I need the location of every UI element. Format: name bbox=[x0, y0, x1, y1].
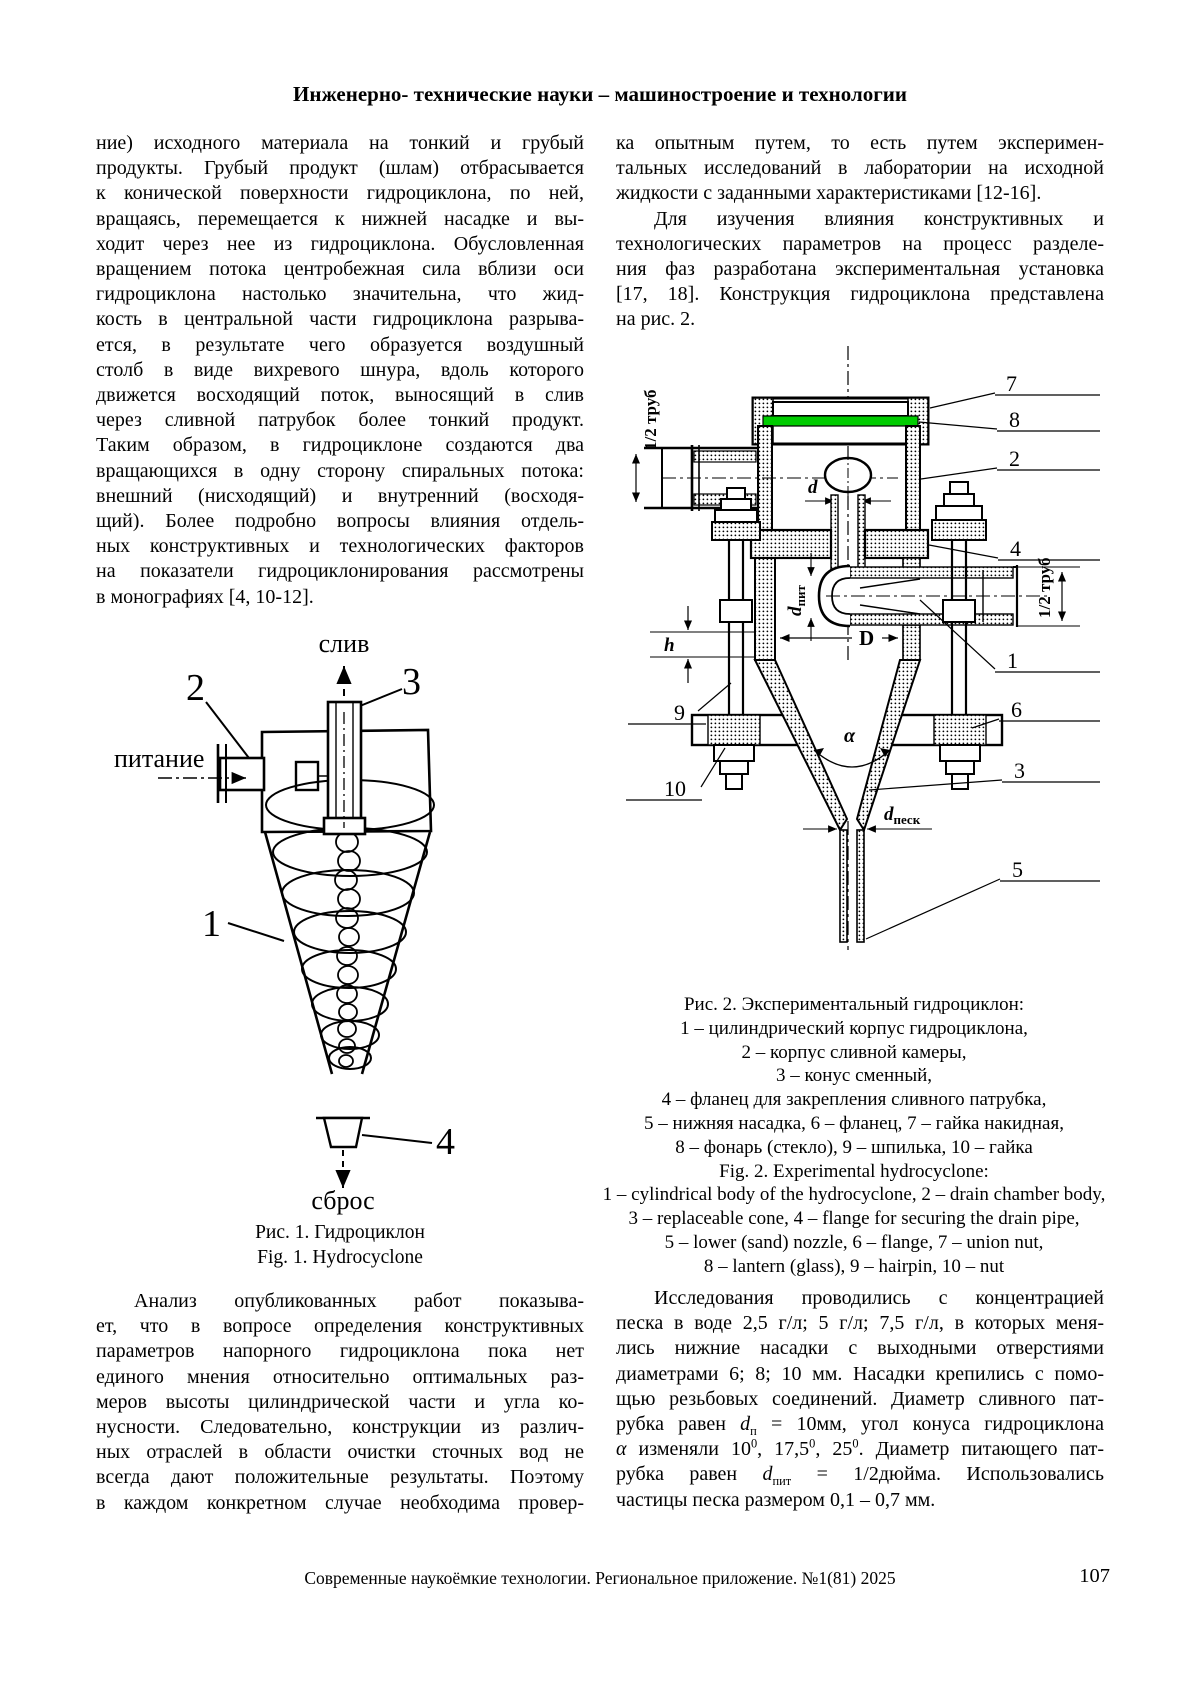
svg-text:6: 6 bbox=[1011, 697, 1022, 722]
fig2-dim-half-pipe-left: 1/2 труб bbox=[641, 389, 660, 450]
svg-text:5: 5 bbox=[1012, 857, 1023, 882]
fig1-label-pitanie: питание bbox=[114, 744, 205, 773]
fig2-dim-h: h bbox=[664, 635, 675, 656]
fig2-outlet-hatch-t bbox=[694, 451, 756, 462]
fig1-label-sliv: слив bbox=[318, 629, 370, 658]
fig2-leader-9 bbox=[698, 683, 731, 711]
fig2-callout-3 bbox=[869, 758, 1100, 790]
svg-text:8: 8 bbox=[1009, 407, 1020, 432]
fig1-leader-4 bbox=[362, 1135, 432, 1143]
fig2-flange6-pad-r bbox=[934, 715, 986, 745]
fig2-dim-half-pipe-right: 1/2 труб bbox=[1035, 557, 1054, 618]
fig2-leader-7 bbox=[930, 393, 995, 408]
svg-text:1: 1 bbox=[1007, 648, 1018, 673]
right-paragraph-2: Для изучения влияния конструктивных и технологических параметров на процесс разделе- ния фаз разработана экспериментальная установка [17, 18]. Конструкция гидроциклона представлена на рис. 2. bbox=[616, 207, 1104, 331]
svg-text:7: 7 bbox=[1006, 371, 1017, 396]
svg-text:4: 4 bbox=[1010, 536, 1021, 561]
right-paragraph-1: ка опытным путем, то есть путем эксперимен- тальных исследований в лаборатории на исходной жидкости с заданными характеристиками [12-16]. bbox=[616, 132, 1104, 205]
page-header: Инженерно- технические науки – машиностроение и технологии bbox=[293, 82, 907, 106]
fig1-nozzle bbox=[324, 1118, 362, 1147]
fig2-chamber-wall-r bbox=[906, 426, 920, 533]
fig2-leader-8 bbox=[919, 422, 997, 429]
figure-2-experimental-hydrocyclone bbox=[598, 338, 1110, 958]
fig1-callout-4: 4 bbox=[436, 1121, 455, 1163]
fig2-callout-7 bbox=[930, 371, 1100, 408]
left-paragraph-1: ние) исходного материала на тонкий и грубый продукты. Грубый продукт (шлам) отбрасывается к конической поверхности гидроциклона, по ней, вращаясь, перемещается к нижней насадке и вы- ходит через нее из гидроциклона. Обусловленная вращением потока центробежная сила вблизи оси гидроциклона настолько значительна, что жид- кость в центральной части гидроциклона разрыва- ется, в результате чего образуется воздушный столб в виде вихревого шнура, вдоль которого движется восходящий поток, выносящий в слив через сливной патрубок более тонкий продукт. Таким образом, в гидроциклоне создаются два вращающихся в одну сторону спиральных потока: внешний (нисходящий) и внутренний (восходя- щий). Более подробно вопросы влияния отдель- ных конструктивных и технологических факторов на показатели гидроциклонирования рассмотрены в монографиях [4, 10-12]. bbox=[96, 132, 584, 608]
fig2-chamber-wall-l bbox=[758, 426, 772, 533]
fig2-callout-5 bbox=[866, 857, 1100, 939]
fig2-callout-8 bbox=[919, 407, 1100, 432]
fig2-dim-d-feed: $d_{пит}$ bbox=[785, 585, 808, 616]
fig1-callout-2: 2 bbox=[186, 667, 205, 709]
fig2-leader-2 bbox=[921, 468, 997, 479]
left-paragraph-2: Анализ опубликованных работ показыва- ет, что в вопросе определения конструктивных параметров напорного гидроциклона пока нет единого мнения относительно оптимальных раз- меров высоты цилиндрической части и угла ко- нусности. Следовательно, конструкции из различ- ных отраслей в области очистки сточных вод не всегда дают положительные результаты. Поэтому в каждом конкретном случае необходима провер- bbox=[96, 1290, 584, 1514]
fig2-dim-D: D bbox=[859, 626, 875, 650]
fig1-leader-1 bbox=[228, 923, 284, 941]
fig1-caption-ru: Рис. 1. Гидроциклон bbox=[255, 1222, 425, 1243]
fig2-leader-3 bbox=[869, 780, 1002, 790]
fig1-caption bbox=[96, 1221, 584, 1270]
fig1-label-sbros: сброс bbox=[311, 1186, 375, 1215]
svg-text:3: 3 bbox=[1014, 758, 1025, 783]
svg-text:10: 10 bbox=[664, 776, 686, 801]
svg-text:2: 2 bbox=[1009, 446, 1020, 471]
fig2-callout-10 bbox=[626, 748, 725, 801]
figure-1-hydrocyclone bbox=[110, 590, 540, 1215]
page-number: 107 bbox=[1079, 1565, 1110, 1587]
fig2-dim-alpha: α bbox=[844, 725, 856, 747]
fig2-feed-hatch-b bbox=[850, 614, 1013, 625]
fig2-glass-lantern bbox=[763, 416, 918, 426]
fig2-top-plate bbox=[773, 402, 908, 416]
fig2-caption: Рис. 2. Экспериментальный гидроциклон: 1 – цилиндрический корпус гидроциклона, 2 – корпус сливной камеры, 3 – конус сменный, 4 – фланец для закрепления сливного патрубка, 5 – нижняя насадка, 6 – фланец, 7 – гайка накидная, 8 – фонарь (стекло), 9 – шпилька, 10 – гайка Fig. 2. Experimental hydrocyclone: 1 – cylindrical body of the hydrocyclone, 2 – drain chamber body, 3 – replaceable cone, 4 – flange for securing the drain pipe, 5 – lower (sand) nozzle, 6 – flange, 7 – union nut, 8 – lantern (glass), 9 – hairpin, 10 – nut bbox=[602, 994, 1106, 1277]
fig1-caption-en: Fig. 1. Hydrocyclone bbox=[257, 1246, 423, 1268]
footer-journal-line: Современные наукоёмкие технологии. Региональное приложение. №1(81) 2025 bbox=[304, 1568, 896, 1588]
fig2-cyl-wall-l bbox=[755, 558, 775, 660]
fig1-leader-2 bbox=[206, 702, 252, 762]
fig2-cyl-wall-r2 bbox=[903, 625, 920, 660]
fig2-dim-d: d bbox=[808, 477, 818, 498]
fig2-flange4-r bbox=[865, 530, 928, 558]
fig2-flange6-pad-l bbox=[708, 715, 760, 745]
fig2-leader-5 bbox=[866, 879, 1000, 939]
fig2-callout-2 bbox=[921, 446, 1100, 479]
fig2-nozzle-wall-r bbox=[857, 830, 864, 942]
fig2-dim-d-sand: $d_{песк}$ bbox=[884, 804, 921, 827]
fig2-feed-hatch-t bbox=[850, 567, 1013, 578]
fig1-callout-1: 1 bbox=[202, 903, 221, 945]
fig2-leader-4 bbox=[929, 545, 998, 558]
fig2-nozzle-wall-l bbox=[840, 830, 847, 942]
fig1-callout-3: 3 bbox=[402, 661, 421, 703]
right-paragraph-3: Исследования проводились с концентрацией песка в воде 2,5 г/л; 5 г/л; 7,5 г/л, в которых меня- лись нижние насадки с выходными отверстиями диаметрами 6; 8; 10 мм. Насадки крепились с помо- щью резьбовых соединений. Диаметр сливного пат- рубка равен $d_п = 10мм$, угол конуса гидроциклона α изменяли $10^0$, 17,5$^0$, $25^0$. Диаметр питающего пат- рубка равен $d_{пит}$ = 1/2дюйма. Использовались частицы песка размером 0,1 – 0,7 мм. bbox=[616, 1287, 1105, 1511]
svg-text:9: 9 bbox=[674, 700, 685, 725]
fig2-flange4-l bbox=[751, 530, 831, 558]
